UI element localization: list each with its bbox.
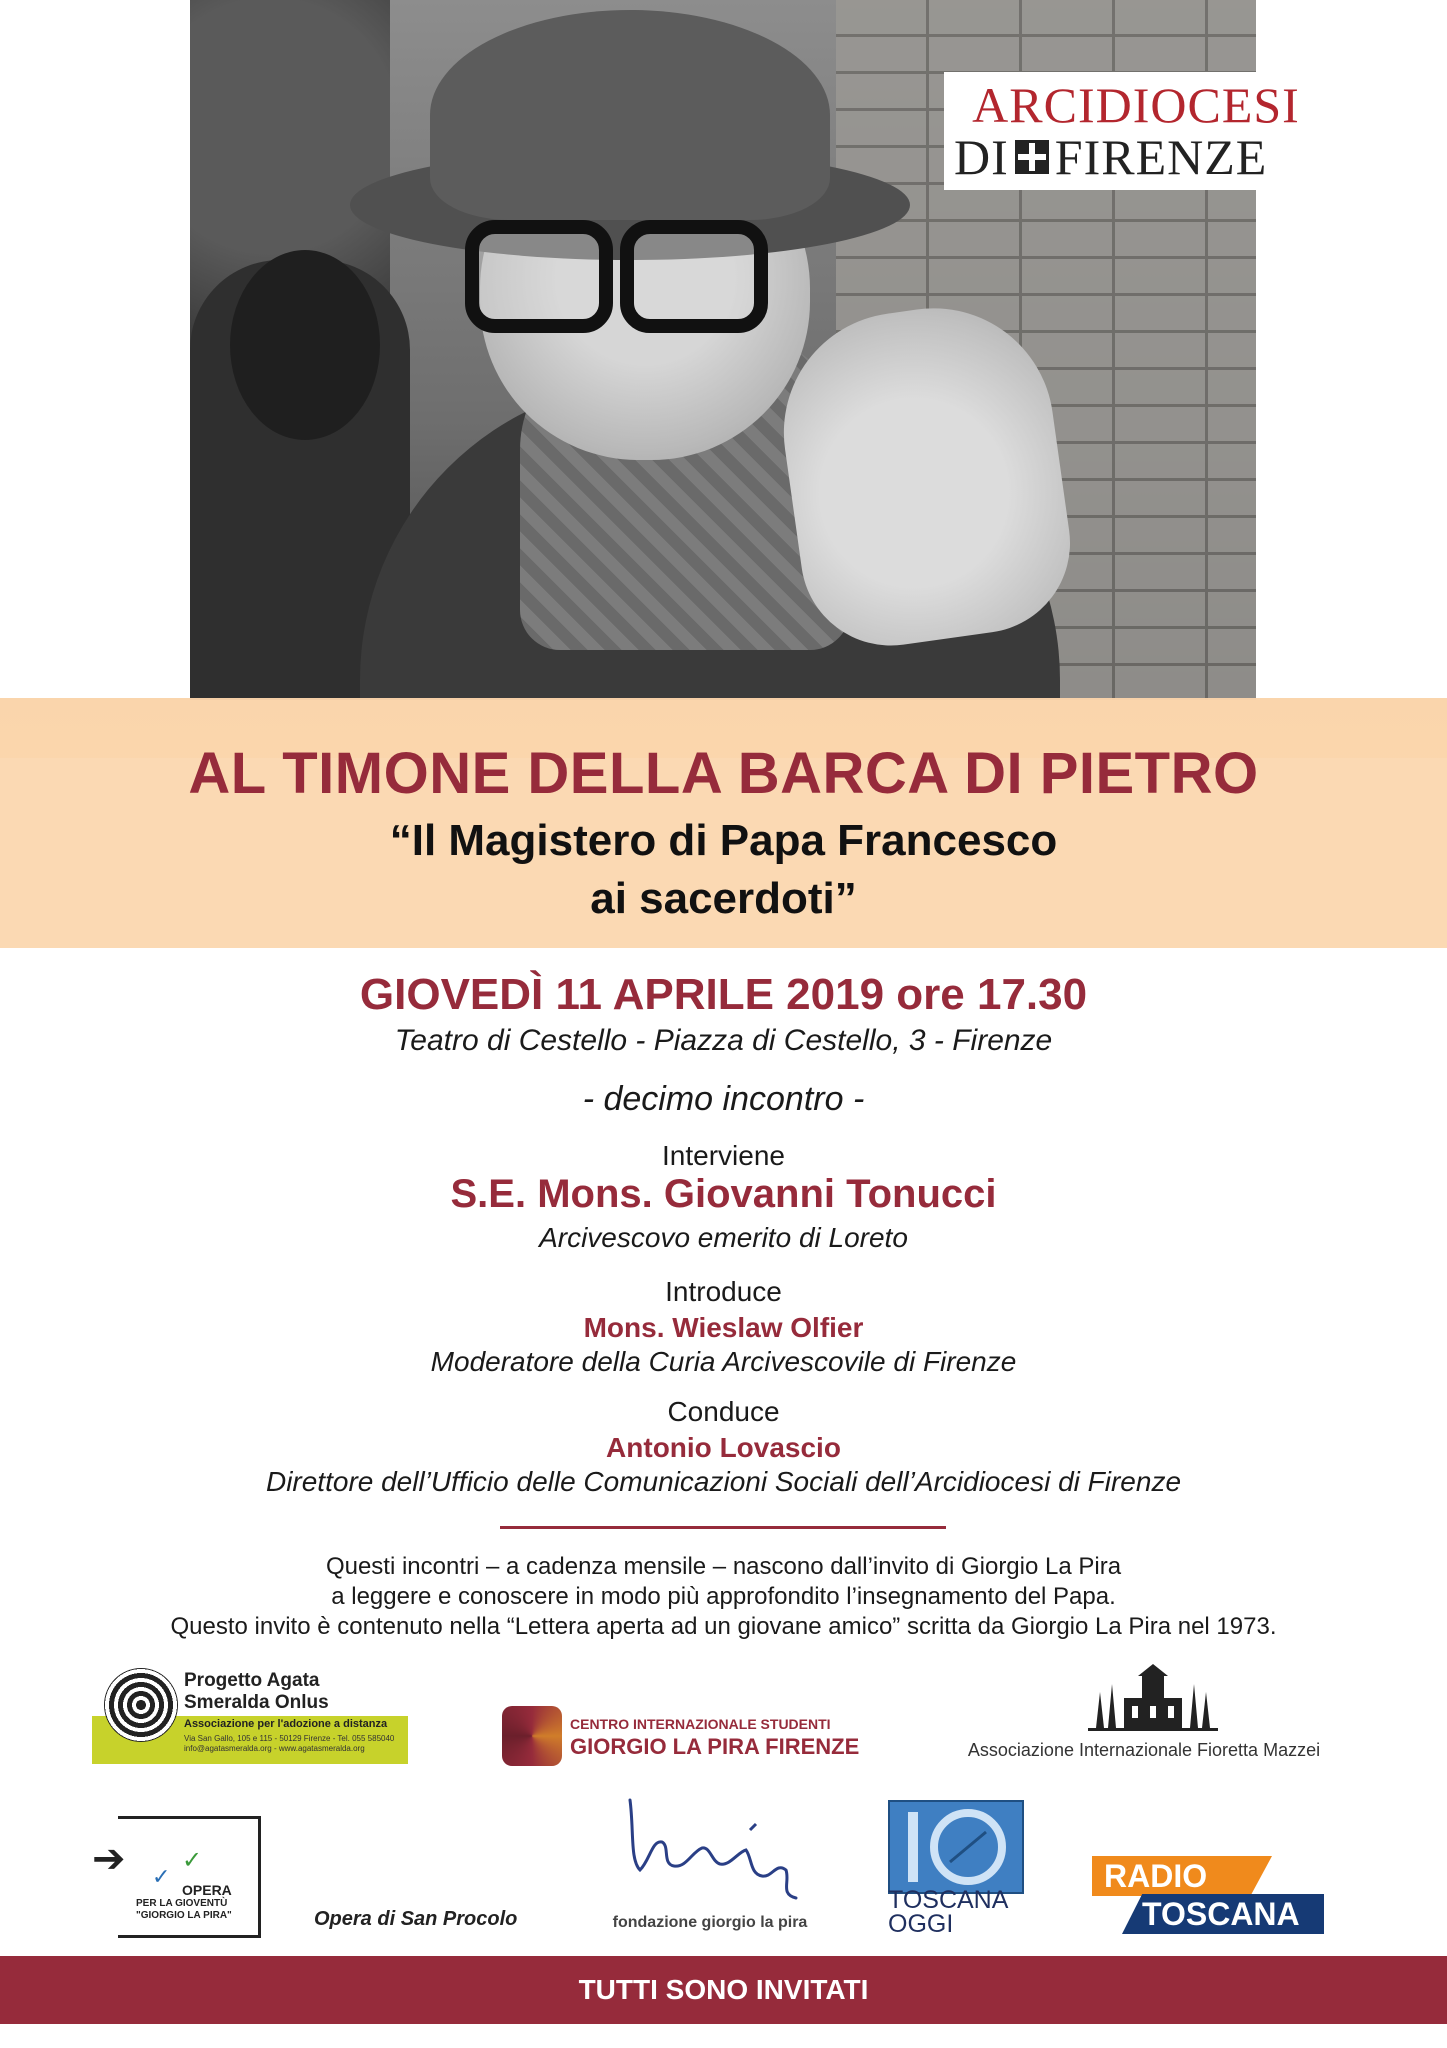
note-line-1: Questi incontri – a cadenza mensile – nascono dall’invito di Giorgio La Pira bbox=[325, 1553, 1122, 1580]
footer-band bbox=[0, 1956, 1447, 2024]
centro-line-2: GIORGIO LA PIRA FIRENZE bbox=[570, 1734, 860, 1759]
bird-icon: ➔ bbox=[92, 1837, 126, 1881]
event-date: GIOVEDÌ 11 APRILE 2019 ore 17.30 bbox=[359, 970, 1088, 1019]
sponsor-fioretta-mazzei bbox=[958, 1662, 1330, 1762]
event-venue: Teatro di Cestello - Piazza di Cestello, 3 - Firenze bbox=[394, 1024, 1053, 1057]
hat-crown bbox=[430, 10, 830, 220]
speaker-3-label: Conduce bbox=[667, 1396, 780, 1427]
meeting-number: - decimo incontro - bbox=[582, 1080, 865, 1118]
agata-address-2: info@agatasmeralda.org - www.agatasmeralda.org bbox=[184, 1744, 365, 1753]
event-subtitle bbox=[0, 812, 1447, 928]
centro-emblem-icon bbox=[502, 1706, 562, 1766]
subtitle-line-2: ai sacerdoti” bbox=[590, 874, 857, 923]
radio-line-1: RADIO bbox=[1104, 1858, 1208, 1894]
toscana-oggi-line-2: OGGI bbox=[888, 1910, 954, 1938]
speaker-1-label: Interviene bbox=[662, 1140, 785, 1171]
background-person-head bbox=[230, 250, 380, 440]
description-note bbox=[0, 1552, 1447, 1642]
centro-line-1: CENTRO INTERNAZIONALE STUDENTI bbox=[570, 1716, 831, 1732]
speaker-1-role: Arcivescovo emerito di Loreto bbox=[539, 1222, 908, 1253]
arcidiocesi-logo bbox=[944, 72, 1328, 190]
footer-text: TUTTI SONO INVITATI bbox=[578, 1974, 869, 2005]
toscana-oggi-line-1: TOSCANA bbox=[888, 1886, 1009, 1914]
toscana-oggi-emblem bbox=[888, 1800, 1024, 1894]
agata-address bbox=[184, 1734, 404, 1754]
sponsor-san-procolo: Opera di San Procolo bbox=[314, 1908, 518, 1930]
logo-bottom-text bbox=[954, 128, 1328, 186]
agata-name-2: Smeralda Onlus bbox=[184, 1692, 329, 1713]
sponsor-toscana-oggi bbox=[888, 1800, 1024, 1938]
subtitle-line-1: “Il Magistero di Papa Francesco bbox=[389, 816, 1058, 865]
sponsor-radio-toscana bbox=[1092, 1856, 1324, 1936]
cross-icon bbox=[1015, 140, 1049, 174]
globe-icon bbox=[104, 1668, 178, 1742]
agata-name-1: Progetto Agata bbox=[184, 1670, 320, 1691]
sponsor-centro-la-pira bbox=[502, 1706, 860, 1770]
villa-cypress-icon bbox=[1088, 1662, 1218, 1734]
speaker-2-role: Moderatore della Curia Arcivescovile di Firenze bbox=[430, 1346, 1017, 1377]
number-ten-icon bbox=[890, 1802, 1022, 1892]
speaker-1-name: S.E. Mons. Giovanni Tonucci bbox=[450, 1172, 997, 1216]
speaker-3-role: Direttore dell’Ufficio delle Comunicazioni Sociali dell’Arcidiocesi di Firenze bbox=[265, 1466, 1182, 1497]
note-line-3: Questo invito è contenuto nella “Lettera aperta ad un giovane amico” scritta da Giorgio La Pira nel 1973. bbox=[170, 1613, 1277, 1640]
fioretta-name: Associazione Internazionale Fioretta Mazzei bbox=[967, 1740, 1321, 1760]
agata-address-1: Via San Gallo, 105 e 115 - 50129 Firenze - Tel. 055 585040 bbox=[184, 1734, 395, 1743]
opera-line-2: PER LA GIOVENTÙ bbox=[136, 1898, 228, 1909]
glasses-left bbox=[465, 220, 613, 333]
note-line-2: a leggere e conoscere in modo più approfondito l’insegnamento del Papa. bbox=[331, 1583, 1116, 1610]
speaker-3-name: Antonio Lovascio bbox=[606, 1432, 841, 1463]
agata-name bbox=[184, 1670, 329, 1714]
logo-firenze: FIRENZE bbox=[1054, 129, 1268, 185]
sponsor-agata-smeralda bbox=[92, 1668, 408, 1762]
radio-line-2: TOSCANA bbox=[1142, 1896, 1300, 1932]
agata-subtitle: Associazione per l'adozione a distanza bbox=[184, 1718, 388, 1730]
divider bbox=[500, 1526, 946, 1529]
green-bird-icon: ✓ bbox=[182, 1847, 203, 1874]
logo-di: DI bbox=[954, 129, 1009, 185]
event-title: AL TIMONE DELLA BARCA DI PIETRO bbox=[188, 741, 1259, 806]
opera-line-3: "GIORGIO LA PIRA" bbox=[136, 1910, 232, 1921]
logo-top-text: ARCIDIOCESI bbox=[972, 77, 1300, 133]
speaker-2-label: Introduce bbox=[665, 1276, 782, 1307]
speaker-2-name: Mons. Wieslaw Olfier bbox=[583, 1312, 864, 1343]
signature-icon bbox=[600, 1790, 820, 1910]
blue-bird-icon: ✓ bbox=[152, 1864, 171, 1889]
glasses-right bbox=[620, 220, 768, 333]
sponsor-opera-gioventu bbox=[92, 1816, 258, 1936]
lapira-name: fondazione giorgio la pira bbox=[612, 1914, 808, 1931]
sponsor-fondazione-la-pira bbox=[600, 1790, 820, 1940]
opera-line-1: OPERA bbox=[182, 1882, 232, 1898]
